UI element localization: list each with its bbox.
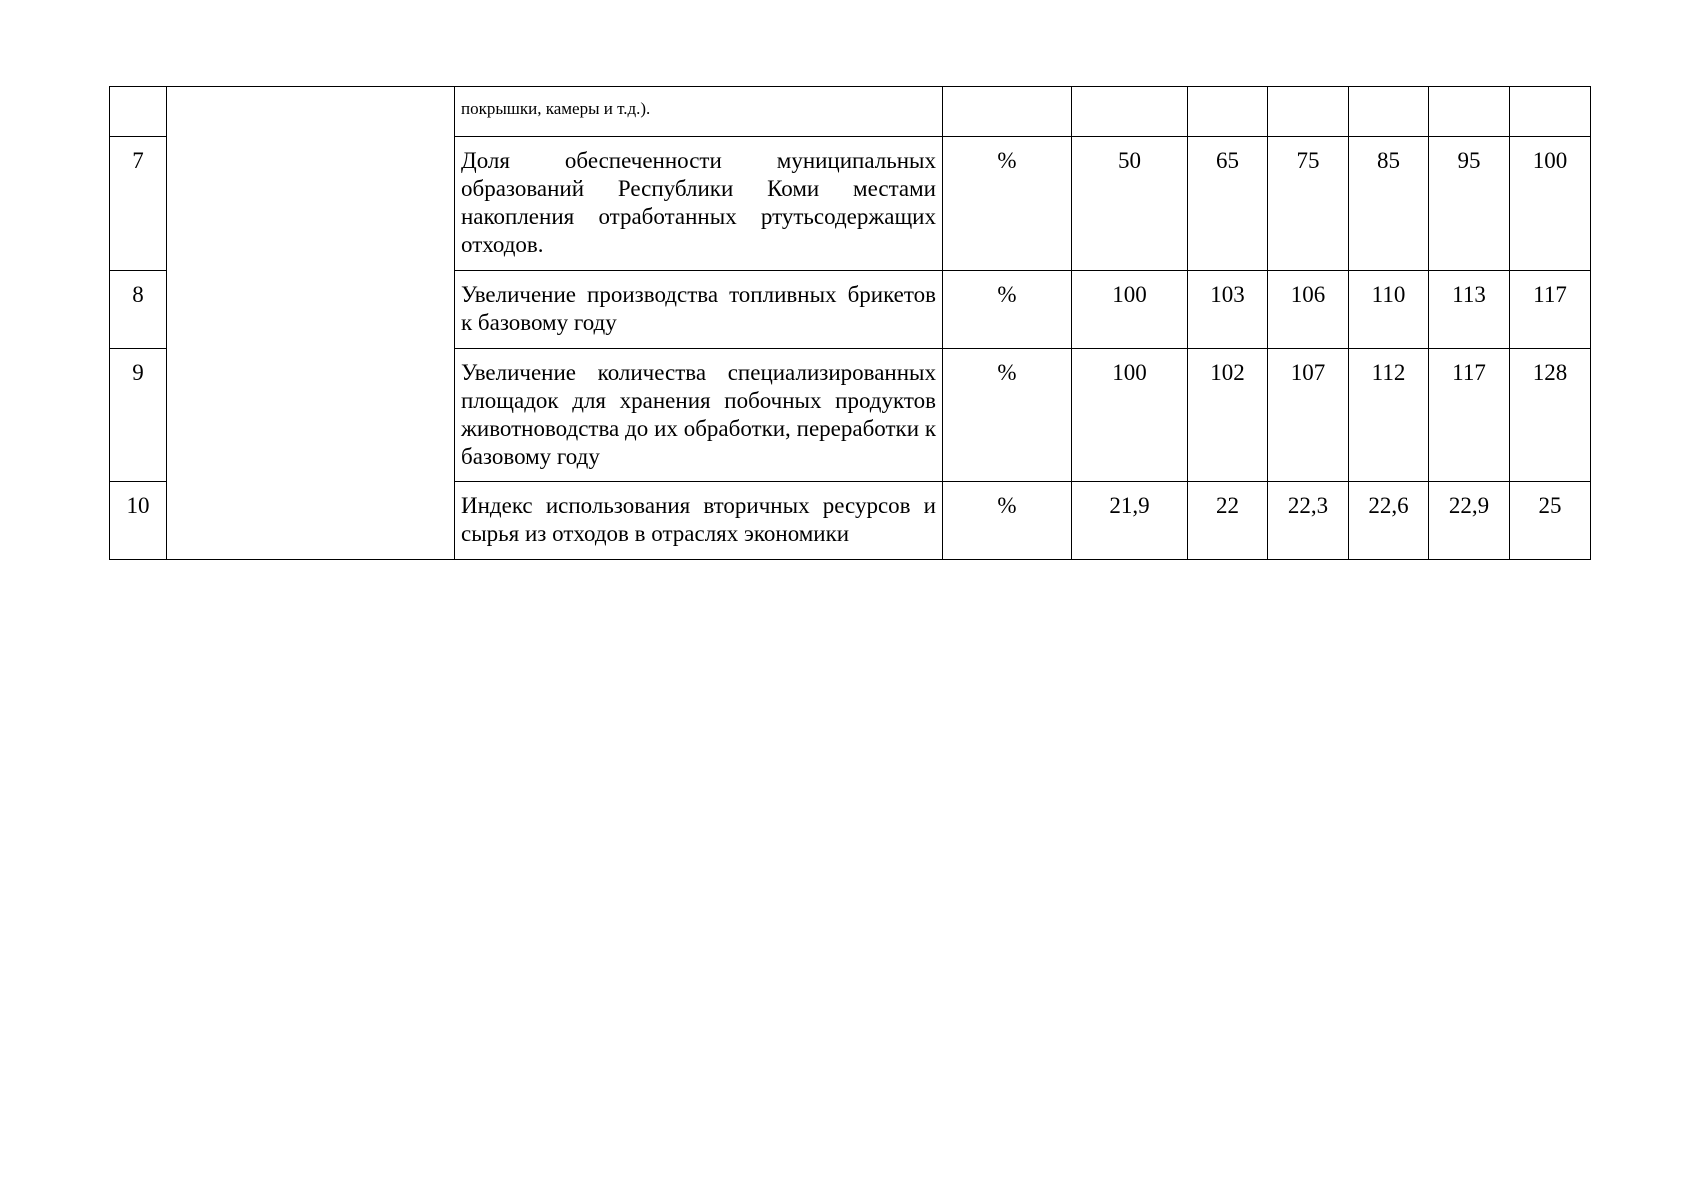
row-value: 103	[1188, 271, 1268, 349]
value-cell	[1268, 87, 1349, 137]
row-value: 22,9	[1429, 482, 1510, 560]
row-number: 9	[110, 349, 167, 482]
row-description: Индекс использования вторичных ресурсов и сырья из отходов в отраслях экономики	[455, 482, 943, 560]
row-value: 113	[1429, 271, 1510, 349]
row-value: 100	[1510, 137, 1591, 271]
row-value: 65	[1188, 137, 1268, 271]
row-value: 85	[1349, 137, 1429, 271]
row-number: 10	[110, 482, 167, 560]
row-value: 22	[1188, 482, 1268, 560]
row-value: 21,9	[1072, 482, 1188, 560]
row-value: 107	[1268, 349, 1349, 482]
row-value: 110	[1349, 271, 1429, 349]
row-value: 117	[1429, 349, 1510, 482]
row-value: 75	[1268, 137, 1349, 271]
row-number-cell	[110, 87, 167, 137]
row-value: 22,3	[1268, 482, 1349, 560]
row-unit: %	[943, 137, 1072, 271]
row-value: 102	[1188, 349, 1268, 482]
row-unit: %	[943, 349, 1072, 482]
row-value: 95	[1429, 137, 1510, 271]
value-cell	[1188, 87, 1268, 137]
indicators-table	[109, 86, 1591, 560]
merged-task-cell	[167, 87, 455, 560]
row-value: 22,6	[1349, 482, 1429, 560]
value-cell	[1510, 87, 1591, 137]
row-description: покрышки, камеры и т.д.).	[455, 87, 943, 137]
row-value: 25	[1510, 482, 1591, 560]
value-cell	[1429, 87, 1510, 137]
row-value: 112	[1349, 349, 1429, 482]
row-number: 8	[110, 271, 167, 349]
value-cell	[1072, 87, 1188, 137]
row-unit: %	[943, 482, 1072, 560]
unit-cell	[943, 87, 1072, 137]
row-description: Доля обеспеченности муниципальных образований Республики Коми местами накопления отработанных ртутьсодержащих отходов.	[455, 137, 943, 271]
row-value: 128	[1510, 349, 1591, 482]
value-cell	[1349, 87, 1429, 137]
row-description: Увеличение производства топливных брикетов к базовому году	[455, 271, 943, 349]
row-value: 106	[1268, 271, 1349, 349]
row-value: 117	[1510, 271, 1591, 349]
row-value: 100	[1072, 271, 1188, 349]
row-unit: %	[943, 271, 1072, 349]
row-value: 100	[1072, 349, 1188, 482]
row-description: Увеличение количества специализированных площадок для хранения побочных продуктов животноводства до их обработки, переработки к базовому году	[455, 349, 943, 482]
row-number: 7	[110, 137, 167, 271]
row-value: 50	[1072, 137, 1188, 271]
table-row-continuation	[110, 87, 1591, 137]
